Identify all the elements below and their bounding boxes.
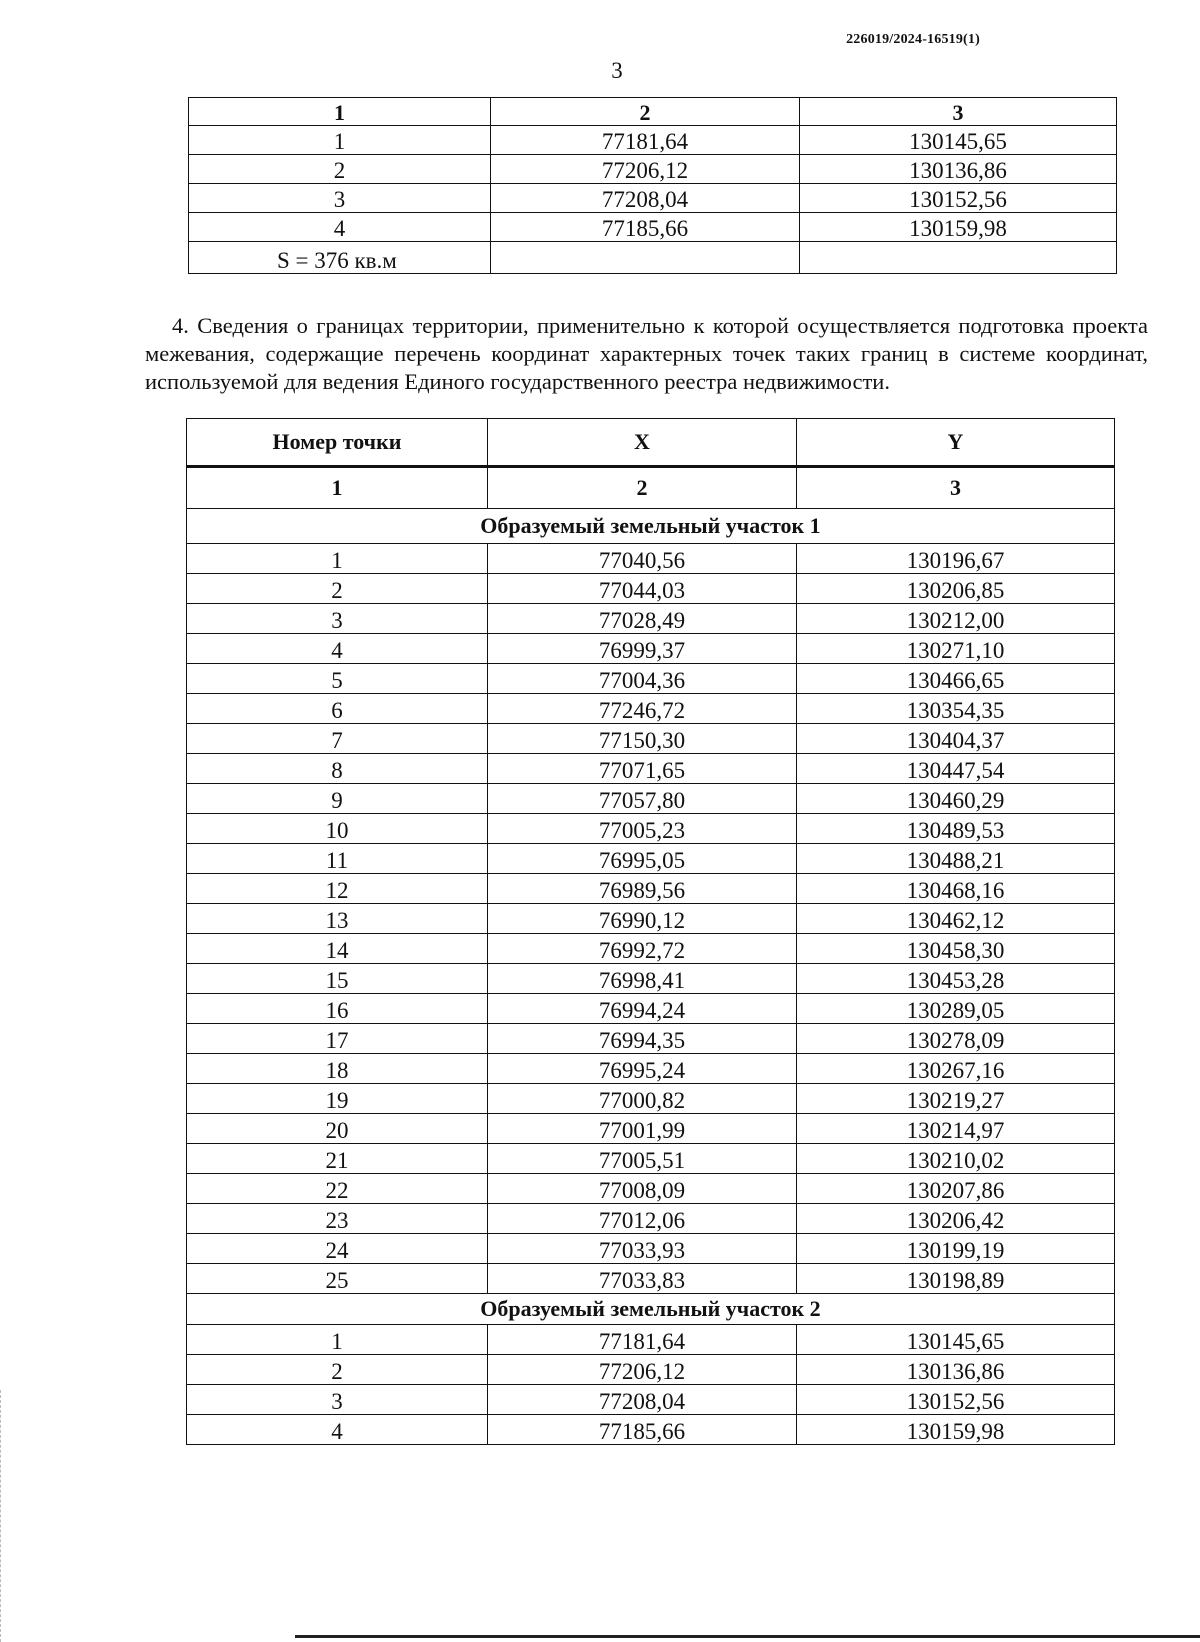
y-value: 130210,02 xyxy=(797,1144,1115,1174)
point-number: 3 xyxy=(187,1385,488,1415)
x-value: 77185,66 xyxy=(491,213,800,242)
y-value: 130198,89 xyxy=(797,1264,1115,1294)
point-number: 9 xyxy=(187,784,488,814)
x-value: 77033,93 xyxy=(488,1234,797,1264)
y-value: 130271,10 xyxy=(797,634,1115,664)
y-value: 130489,53 xyxy=(797,814,1115,844)
y-value: 130278,09 xyxy=(797,1024,1115,1054)
table-row xyxy=(189,155,1117,184)
x-value: 77005,51 xyxy=(488,1144,797,1174)
column-numbers-row xyxy=(187,467,1115,509)
table-row xyxy=(187,1144,1115,1174)
x-value: 77208,04 xyxy=(491,184,800,213)
y-value: 130214,97 xyxy=(797,1114,1115,1144)
y-value: 130447,54 xyxy=(797,754,1115,784)
empty-cell xyxy=(800,242,1117,274)
x-value: 76995,24 xyxy=(488,1054,797,1084)
x-value: 76990,12 xyxy=(488,904,797,934)
header-y: Y xyxy=(797,419,1115,467)
x-value: 77008,09 xyxy=(488,1174,797,1204)
x-value: 77057,80 xyxy=(488,784,797,814)
scan-bottom-edge xyxy=(295,1635,1200,1638)
point-number: 1 xyxy=(189,126,491,155)
table-row xyxy=(187,994,1115,1024)
y-value: 130404,37 xyxy=(797,724,1115,754)
table-row xyxy=(187,964,1115,994)
y-value: 130159,98 xyxy=(797,1415,1115,1445)
y-value: 130468,16 xyxy=(797,874,1115,904)
boundary-coordinates-table xyxy=(186,418,1115,1445)
y-value: 130136,86 xyxy=(800,155,1117,184)
x-value: 76994,35 xyxy=(488,1024,797,1054)
table-row xyxy=(187,664,1115,694)
table-row xyxy=(187,754,1115,784)
y-value: 130458,30 xyxy=(797,934,1115,964)
point-number: 16 xyxy=(187,994,488,1024)
point-number: 4 xyxy=(187,1415,488,1445)
y-value: 130196,67 xyxy=(797,544,1115,574)
column-number-3: 3 xyxy=(797,467,1115,509)
section-title-row xyxy=(187,1294,1115,1325)
y-value: 130152,56 xyxy=(797,1385,1115,1415)
x-value: 77012,06 xyxy=(488,1204,797,1234)
point-number: 3 xyxy=(187,604,488,634)
y-value: 130145,65 xyxy=(797,1325,1115,1355)
y-value: 130466,65 xyxy=(797,664,1115,694)
x-value: 77001,99 xyxy=(488,1114,797,1144)
empty-cell xyxy=(491,242,800,274)
x-value: 76989,56 xyxy=(488,874,797,904)
point-number: 17 xyxy=(187,1024,488,1054)
table-row xyxy=(187,604,1115,634)
table-row xyxy=(187,1084,1115,1114)
table-row xyxy=(187,634,1115,664)
table-row xyxy=(187,1415,1115,1445)
y-value: 130206,85 xyxy=(797,574,1115,604)
column-number-2: 2 xyxy=(491,98,800,126)
table-row xyxy=(187,814,1115,844)
x-value: 76995,05 xyxy=(488,844,797,874)
point-number: 3 xyxy=(189,184,491,213)
table-row xyxy=(187,784,1115,814)
x-value: 76992,72 xyxy=(488,934,797,964)
point-number: 18 xyxy=(187,1054,488,1084)
point-number: 1 xyxy=(187,544,488,574)
y-value: 130289,05 xyxy=(797,994,1115,1024)
table-row xyxy=(187,1174,1115,1204)
table-header-row xyxy=(189,98,1117,126)
section-4-paragraph xyxy=(145,312,1148,396)
table-row xyxy=(189,184,1117,213)
section-title: Образуемый земельный участок 2 xyxy=(187,1294,1115,1325)
x-value: 77185,66 xyxy=(488,1415,797,1445)
table-row xyxy=(187,934,1115,964)
section-title: Образуемый земельный участок 1 xyxy=(187,509,1115,544)
section-title-row xyxy=(187,509,1115,544)
area-label: S = 376 кв.м xyxy=(189,242,491,274)
y-value: 130159,98 xyxy=(800,213,1117,242)
page-number: 3 xyxy=(611,58,623,83)
scan-edge xyxy=(0,1390,2,1642)
x-value: 76999,37 xyxy=(488,634,797,664)
table-row xyxy=(189,213,1117,242)
point-number: 11 xyxy=(187,844,488,874)
table-row xyxy=(187,844,1115,874)
document-id: 226019/2024-16519(1) xyxy=(846,32,980,47)
table-row xyxy=(187,574,1115,604)
point-number: 24 xyxy=(187,1234,488,1264)
y-value: 130460,29 xyxy=(797,784,1115,814)
point-number: 10 xyxy=(187,814,488,844)
y-value: 130453,28 xyxy=(797,964,1115,994)
y-value: 130488,21 xyxy=(797,844,1115,874)
point-number: 13 xyxy=(187,904,488,934)
column-number-1: 1 xyxy=(189,98,491,126)
x-value: 77005,23 xyxy=(488,814,797,844)
table-row xyxy=(187,724,1115,754)
y-value: 130199,19 xyxy=(797,1234,1115,1264)
column-number-1: 1 xyxy=(187,467,488,509)
x-value: 77246,72 xyxy=(488,694,797,724)
x-value: 77033,83 xyxy=(488,1264,797,1294)
point-number: 8 xyxy=(187,754,488,784)
x-value: 77208,04 xyxy=(488,1385,797,1415)
table-row xyxy=(187,904,1115,934)
y-value: 130152,56 xyxy=(800,184,1117,213)
point-number: 1 xyxy=(187,1325,488,1355)
header-x: X xyxy=(488,419,797,467)
y-value: 130219,27 xyxy=(797,1084,1115,1114)
point-number: 5 xyxy=(187,664,488,694)
point-number: 7 xyxy=(187,724,488,754)
column-number-3: 3 xyxy=(800,98,1117,126)
x-value: 77028,49 xyxy=(488,604,797,634)
point-number: 21 xyxy=(187,1144,488,1174)
point-number: 2 xyxy=(187,574,488,604)
y-value: 130145,65 xyxy=(800,126,1117,155)
point-number: 15 xyxy=(187,964,488,994)
point-number: 22 xyxy=(187,1174,488,1204)
paragraph-text: Сведения о границах территории, применительно к которой осуществляется подготовка проекта межевания, содержащие перечень координат характерных точек таких границ в системе координат, используемой для ведения Единого государственного реестра недвижимости. xyxy=(145,313,1149,394)
point-number: 12 xyxy=(187,874,488,904)
y-value: 130212,00 xyxy=(797,604,1115,634)
point-number: 25 xyxy=(187,1264,488,1294)
table-row xyxy=(187,1024,1115,1054)
x-value: 76998,41 xyxy=(488,964,797,994)
table-row xyxy=(187,1054,1115,1084)
point-number: 23 xyxy=(187,1204,488,1234)
column-number-2: 2 xyxy=(488,467,797,509)
table-row xyxy=(187,1385,1115,1415)
table-row xyxy=(187,544,1115,574)
table-row xyxy=(187,1114,1115,1144)
table-header-row xyxy=(187,419,1115,467)
table-row xyxy=(187,1325,1115,1355)
x-value: 77181,64 xyxy=(491,126,800,155)
x-value: 77000,82 xyxy=(488,1084,797,1114)
y-value: 130354,35 xyxy=(797,694,1115,724)
point-number: 6 xyxy=(187,694,488,724)
x-value: 77206,12 xyxy=(491,155,800,184)
y-value: 130207,86 xyxy=(797,1174,1115,1204)
point-number: 19 xyxy=(187,1084,488,1114)
x-value: 77004,36 xyxy=(488,664,797,694)
point-number: 2 xyxy=(189,155,491,184)
x-value: 77206,12 xyxy=(488,1355,797,1385)
point-number: 2 xyxy=(187,1355,488,1385)
table-row xyxy=(187,1234,1115,1264)
point-number: 4 xyxy=(187,634,488,664)
x-value: 77150,30 xyxy=(488,724,797,754)
y-value: 130267,16 xyxy=(797,1054,1115,1084)
point-number: 4 xyxy=(189,213,491,242)
y-value: 130206,42 xyxy=(797,1204,1115,1234)
table-row xyxy=(187,1204,1115,1234)
header-point-number: Номер точки xyxy=(187,419,488,467)
table-row xyxy=(187,694,1115,724)
x-value: 77181,64 xyxy=(488,1325,797,1355)
y-value: 130462,12 xyxy=(797,904,1115,934)
x-value: 76994,24 xyxy=(488,994,797,1024)
coordinates-table-continued xyxy=(188,97,1117,274)
table-row xyxy=(189,126,1117,155)
table-row xyxy=(187,1264,1115,1294)
table-row xyxy=(187,1355,1115,1385)
point-number: 14 xyxy=(187,934,488,964)
x-value: 77071,65 xyxy=(488,754,797,784)
x-value: 77044,03 xyxy=(488,574,797,604)
table-row xyxy=(187,874,1115,904)
area-row xyxy=(189,242,1117,274)
point-number: 20 xyxy=(187,1114,488,1144)
x-value: 77040,56 xyxy=(488,544,797,574)
y-value: 130136,86 xyxy=(797,1355,1115,1385)
paragraph-number: 4. xyxy=(172,313,189,338)
